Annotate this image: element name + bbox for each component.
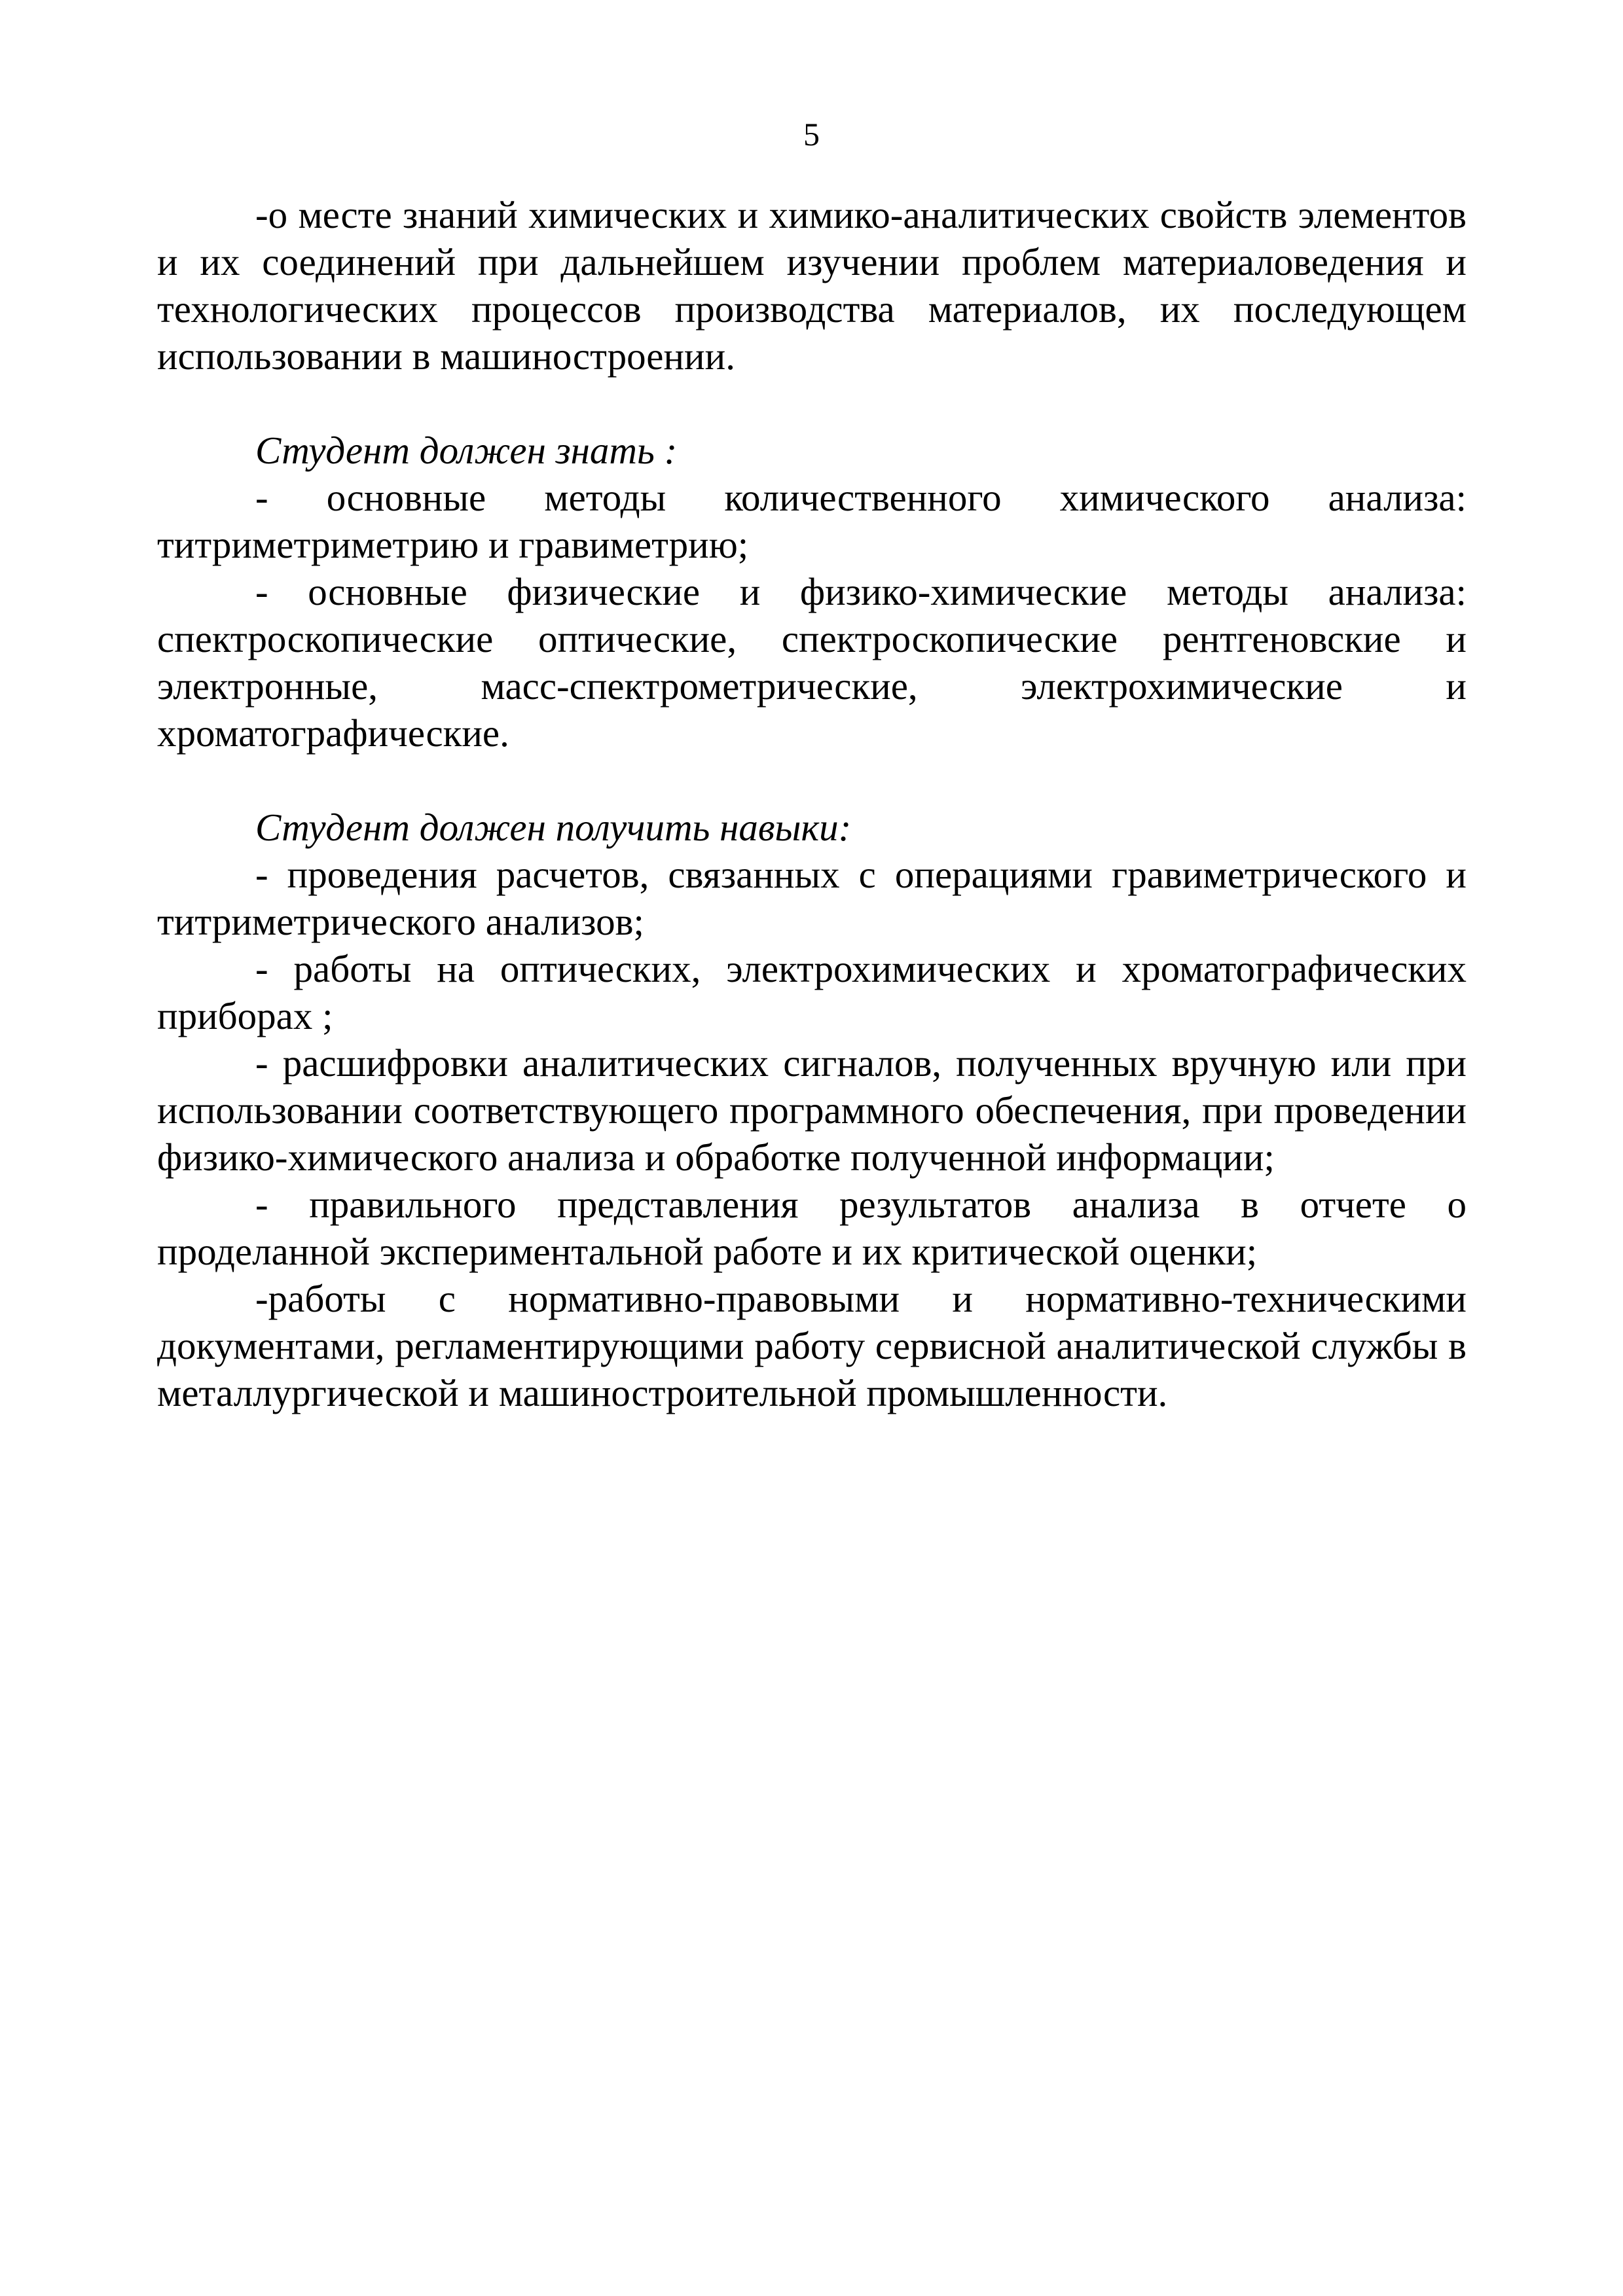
skills-item-documents: -работы с нормативно-правовыми и нормативно-техническими документами, регламентирующими работу сервисной аналитической службы в металлургической и машиностроительной промышленности. xyxy=(157,1277,1467,1414)
know-item-methods: - основные методы количественного химического анализа: титриметриметрию и гравиметрию; xyxy=(157,476,1467,566)
skills-item-reporting: - правильного представления результатов анализа в отчете о проделанной экспериментальной работе и их критической оценки; xyxy=(157,1183,1467,1273)
skills-item-instruments: - работы на оптических, электрохимических и хроматографических приборах ; xyxy=(157,947,1467,1037)
section-gap xyxy=(157,380,1467,427)
know-heading: Студент должен знать : xyxy=(255,429,678,472)
skills-item-calculations: - проведения расчетов, связанных с операциями гравиметрического и титриметрического анализов; xyxy=(157,853,1467,943)
document-body xyxy=(157,191,1467,1416)
page-number: 5 xyxy=(803,116,820,152)
section-gap xyxy=(157,757,1467,804)
know-item-physical-methods: - основные физические и физико-химические методы анализа: спектроскопические оптические, спектроскопические рентгеновские и электронные, масс-спектрометрические, электрохимические и хроматографические. xyxy=(157,570,1467,755)
skills-heading: Студент должен получить навыки: xyxy=(255,806,852,849)
intro-paragraph: -о месте знаний химических и химико-аналитических свойств элементов и их соединений при дальнейшем изучении проблем материаловедения и технологических процессов производства материалов, их последующем использовании в машиностроении. xyxy=(157,193,1467,378)
skills-item-signals: - расшифровки аналитических сигналов, полученных вручную или при использовании соответствующего программного обеспечения, при проведении физико-химического анализа и обработке полученной информации; xyxy=(157,1041,1467,1179)
